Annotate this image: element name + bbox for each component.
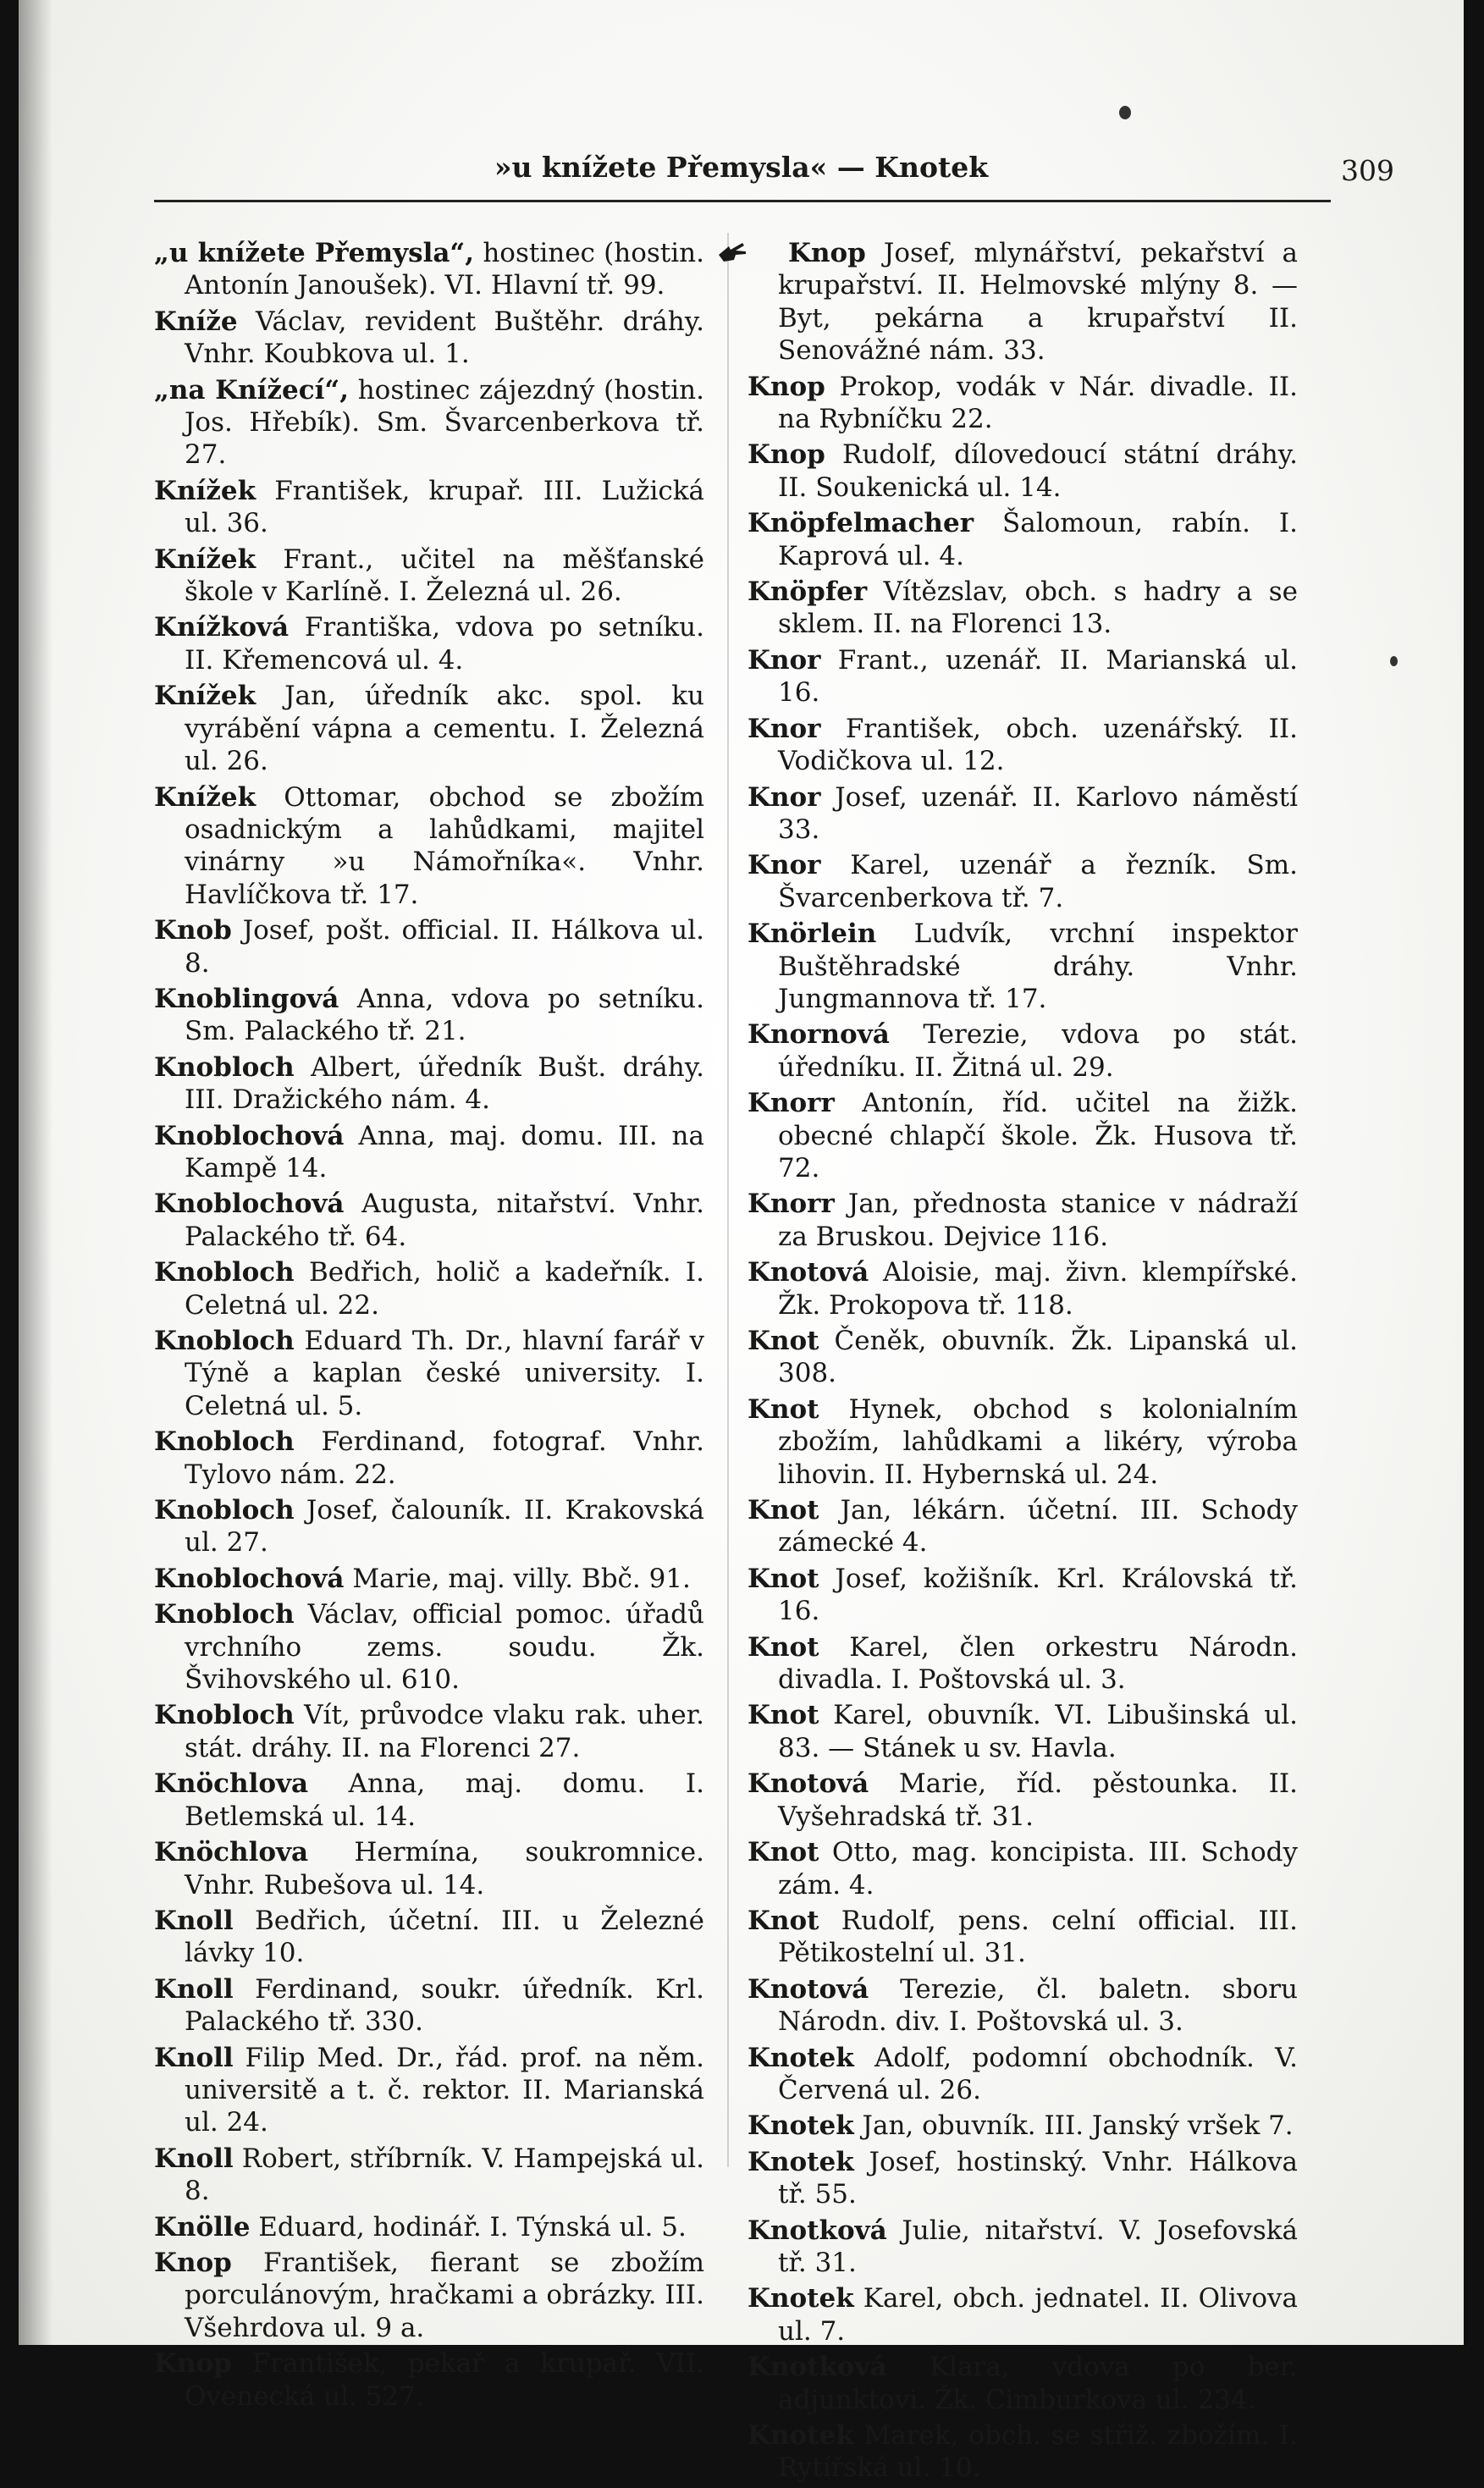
entry-details: Vítězslav, obch. s hadry a se sklem. II. na Florenci 13. xyxy=(778,576,1298,640)
entry-details: Hynek, obchod s kolonialním zbožím, lahůdkami a likéry, výroba lihovin. II. Hybernská ul. 24. xyxy=(778,1393,1298,1490)
entry-details: Terezie, vdova po stát. úředníku. II. Žitná ul. 29. xyxy=(778,1019,1298,1083)
entry-name: Kníže xyxy=(154,306,238,337)
directory-entry xyxy=(748,2042,1298,2107)
entry-name: Knop xyxy=(788,238,866,268)
entry-details: hostinec zájezdný (hostin. Jos. Hřebík). Sm. Švarcenberkova tř. 27. xyxy=(185,374,704,471)
directory-entry xyxy=(748,2282,1298,2347)
entry-name: Knöpfer xyxy=(748,576,868,608)
entry-name: Knot xyxy=(748,1837,819,1868)
header-rule xyxy=(154,200,1331,202)
entry-details: Anna, maj. domu. III. na Kampě 14. xyxy=(185,1120,704,1183)
entry-name: Knížek xyxy=(154,475,257,506)
entry-name: „na Knížecí“, xyxy=(154,374,349,405)
directory-entry xyxy=(748,1494,1298,1559)
directory-entry xyxy=(154,374,704,472)
entry-name: Knot xyxy=(748,1326,819,1356)
entry-details: František, pekař a krupař. VII. Ovenecká ul. 527. xyxy=(185,2348,704,2412)
entry-details: Augusta, nitařství. Vnhr. Palackého tř. 64. xyxy=(185,1189,704,1252)
entry-name: Knop xyxy=(748,371,825,402)
directory-entry xyxy=(748,2351,1298,2416)
entry-details: Marie, maj. villy. Bbč. 91. xyxy=(344,1563,691,1594)
entry-name: Knor xyxy=(748,713,821,744)
directory-entry xyxy=(748,713,1298,778)
entry-details: Klara, vdova po ber. adjunktovi. Žk. Cimburkova ul. 234. xyxy=(778,2352,1298,2415)
entry-name: Knölle xyxy=(154,2211,251,2243)
directory-entry xyxy=(748,918,1298,1015)
directory-entry xyxy=(748,2215,1298,2280)
directory-entry xyxy=(154,2143,704,2208)
entry-details: Karel, obuvník. VI. Libušinská ul. 83. — Stánek u sv. Havla. xyxy=(778,1700,1298,1763)
entry-details: Josef, hostinský. Vnhr. Hálkova tř. 55. xyxy=(778,2146,1298,2210)
entry-details: Josef, mlynářství, pekařství a krupařství. II. Helmovské mlýny 8. — Byt, pekárna a krupařství II. Senovážné nám. 33. xyxy=(778,238,1298,367)
entry-name: Knobloch xyxy=(154,1257,295,1288)
directory-entry xyxy=(748,237,1298,367)
directory-entry xyxy=(748,1563,1298,1628)
entry-name: Knor xyxy=(748,644,821,676)
entry-name: Knor xyxy=(748,781,821,813)
entry-name: Knoll xyxy=(154,1905,234,1936)
directory-page xyxy=(19,0,1464,2484)
entry-name: Knop xyxy=(154,2247,232,2278)
entry-name: Knotek xyxy=(748,2420,854,2451)
entry-details: Karel, člen orkestru Národn. divadla. I. Poštovská ul. 3. xyxy=(778,1631,1298,1696)
entry-details: Eduard, hodinář. I. Týnská ul. 5. xyxy=(250,2211,687,2243)
directory-entry xyxy=(748,507,1298,572)
entry-details: hostinec (hostin. Antonín Janoušek). VI. Hlavní tř. 99. xyxy=(185,238,704,301)
directory-entry xyxy=(748,781,1298,847)
directory-entry xyxy=(748,1018,1298,1084)
directory-entry xyxy=(154,475,704,540)
entry-details: Josef, kožišník. Krl. Královská tř. 16. xyxy=(778,1563,1298,1627)
directory-entry xyxy=(154,1768,704,1833)
directory-entry xyxy=(154,1188,704,1253)
entry-name: Knop xyxy=(748,439,825,471)
entry-details: Otto, mag. koncipista. III. Schody zám. 4. xyxy=(778,1837,1298,1900)
entry-name: Knobloch xyxy=(154,1700,295,1731)
entry-details: Aloisie, maj. živn. klempířské. Žk. Prokopova tř. 118. xyxy=(778,1257,1298,1321)
entry-name: Knoblochová xyxy=(154,1189,345,1220)
entry-name: Knotek xyxy=(748,2146,854,2177)
directory-entry xyxy=(748,2146,1298,2211)
entry-name: Knobloch xyxy=(154,1051,295,1083)
ink-spot xyxy=(1390,656,1398,666)
entry-name: Knotová xyxy=(748,1973,869,2005)
entry-name: „u knížete Přemysla“, xyxy=(154,238,475,268)
entry-name: Knorr xyxy=(748,1189,835,1220)
directory-entry xyxy=(748,2110,1298,2142)
entry-details: Anna, maj. domu. I. Betlemská ul. 14. xyxy=(185,1768,704,1832)
entry-name: Knoll xyxy=(154,2042,234,2073)
directory-entry xyxy=(748,371,1298,436)
entry-name: Knížková xyxy=(154,612,290,643)
entry-name: Knot xyxy=(748,1700,819,1731)
entry-name: Knoll xyxy=(154,2143,234,2174)
directory-entry xyxy=(154,914,704,979)
entry-details: Ferdinand, fotograf. Vnhr. Tylovo nám. 22. xyxy=(185,1426,704,1490)
entry-details: Jan, obuvník. III. Janský vršek 7. xyxy=(853,2110,1294,2142)
entry-name: Knobloch xyxy=(154,1599,295,1630)
entry-details: Šalomoun, rabín. I. Kaprová ul. 4. xyxy=(778,508,1298,571)
directory-entry xyxy=(748,849,1298,914)
entry-name: Knížek xyxy=(154,681,257,712)
directory-entry xyxy=(154,1699,704,1764)
directory-entry xyxy=(748,1699,1298,1764)
entry-details: Frant., uzenář. II. Marianská ul. 16. xyxy=(778,644,1298,709)
entry-details: Jan, lékárn. účetní. III. Schody zámecké 4. xyxy=(778,1495,1298,1558)
directory-entry xyxy=(154,1494,704,1559)
entry-details: Karel, uzenář a řezník. Sm. Švarcenberkova tř. 7. xyxy=(778,850,1298,913)
entry-details: Bedřich, účetní. III. u Železné lávky 10. xyxy=(185,1905,704,1969)
directory-entry xyxy=(154,781,704,912)
directory-entry xyxy=(748,576,1298,641)
directory-entry xyxy=(748,1188,1298,1253)
directory-entry xyxy=(154,543,704,609)
entry-details: Josef, uzenář. II. Karlovo náměstí 33. xyxy=(778,781,1298,845)
directory-entry xyxy=(154,2042,704,2139)
entry-details: František, fierant se zbožím porculánovým, hračkami a obrázky. III. Všehrdova ul. 9 a. xyxy=(185,2247,704,2343)
entry-name: Knobloch xyxy=(154,1326,295,1356)
entry-details: Čeněk, obuvník. Žk. Lipanská ul. 308. xyxy=(778,1326,1298,1389)
entry-name: Knobloch xyxy=(154,1495,295,1526)
entry-details: Rudolf, dílovedoucí státní dráhy. II. Soukenická ul. 14. xyxy=(778,439,1298,503)
entry-name: Knöchlova xyxy=(154,1768,309,1800)
directory-entry xyxy=(154,1256,704,1321)
entry-details: Ferdinand, soukr. úředník. Krl. Palackého tř. 330. xyxy=(185,1973,704,2038)
directory-entry xyxy=(154,1973,704,2038)
entry-name: Knor xyxy=(748,850,821,881)
pointing-hand-icon xyxy=(748,240,781,265)
entry-details: Jan, úředník akc. spol. ku vyrábění vápna a cementu. I. Železná ul. 26. xyxy=(185,681,704,777)
directory-entry xyxy=(154,1563,704,1595)
entry-details: František, krupař. III. Lužická ul. 36. xyxy=(185,475,704,539)
entry-details: Karel, obch. jednatel. II. Olivova ul. 7. xyxy=(778,2283,1298,2347)
entry-details: Ottomar, obchod se zbožím osadnickým a lahůdkami, majitel vinárny »u Námořníka«. Vnhr. Havlíčkova tř. 17. xyxy=(185,781,704,910)
entry-name: Knížek xyxy=(154,781,257,813)
directory-entry xyxy=(154,1905,704,1970)
directory-entry xyxy=(154,237,704,302)
entry-name: Knotek xyxy=(748,2283,854,2314)
entry-details: Adolf, podomní obchodník. V. Červená ul. 26. xyxy=(778,2042,1298,2105)
entry-details: Josef, pošt. official. II. Hálkova ul. 8. xyxy=(185,915,704,979)
column-separator xyxy=(727,233,729,2167)
entry-details: Julie, nitařství. V. Josefovská tř. 31. xyxy=(778,2215,1298,2278)
directory-entry xyxy=(154,306,704,371)
page-number: 309 xyxy=(1341,154,1394,187)
entry-details: Rudolf, pens. celní official. III. Pětikostelní ul. 31. xyxy=(778,1905,1298,1969)
entry-name: Knornová xyxy=(748,1019,890,1051)
entry-name: Knoblochová xyxy=(154,1563,345,1594)
entry-details: Václav, revident Buštěhr. dráhy. Vnhr. Koubkova ul. 1. xyxy=(185,306,704,370)
entry-details: Albert, úředník Bušt. dráhy. III. Dražického nám. 4. xyxy=(185,1051,704,1116)
entry-details: Bedřich, holič a kadeřník. I. Celetná ul. 22. xyxy=(185,1257,704,1321)
entry-details: Marek, obch. se střiž. zbožím. I. Rytířská ul. 10. xyxy=(778,2420,1298,2484)
directory-entry xyxy=(154,2247,704,2344)
directory-entry xyxy=(748,2419,1298,2485)
entry-name: Knoblingová xyxy=(154,983,339,1014)
directory-entry xyxy=(748,644,1298,709)
entry-details: Jan, přednosta stanice v nádraží za Bruskou. Dejvice 116. xyxy=(778,1189,1298,1252)
directory-entry xyxy=(154,2347,704,2413)
directory-entry xyxy=(154,983,704,1048)
entry-name: Knot xyxy=(748,1631,819,1663)
entry-details: Ludvík, vrchní inspektor Buštěhradské dráhy. Vnhr. Jungmannova tř. 17. xyxy=(778,919,1298,1014)
entry-details: František, obch. uzenářský. II. Vodičkova ul. 12. xyxy=(778,713,1298,777)
entry-name: Knotek xyxy=(748,2042,854,2073)
entry-details: Eduard Th. Dr., hlavní farář v Týně a kaplan české university. I. Celetná ul. 5. xyxy=(185,1326,704,1421)
entry-name: Knížek xyxy=(154,543,257,575)
entry-details: Antonín, říd. učitel na žižk. obecné chlapčí škole. Žk. Husova tř. 72. xyxy=(778,1088,1298,1183)
entry-details: Vít, průvodce vlaku rak. uher. stát. dráhy. II. na Florenci 27. xyxy=(185,1700,704,1763)
directory-entry xyxy=(748,1905,1298,1970)
directory-entry xyxy=(154,1051,704,1117)
directory-entry xyxy=(748,1768,1298,1833)
running-head: »u knížete Přemysla« — Knotek xyxy=(494,151,989,184)
entry-details: Františka, vdova po setníku. II. Křemencová ul. 4. xyxy=(185,612,704,676)
directory-entry xyxy=(154,611,704,676)
page-edge-shadow xyxy=(19,0,52,2345)
entry-name: Knotková xyxy=(748,2352,887,2383)
entry-name: Knotek xyxy=(748,2110,854,2142)
entry-details: Josef, čalouník. II. Krakovská ul. 27. xyxy=(185,1495,704,1558)
entry-name: Knörlein xyxy=(748,919,877,950)
entry-details: Terezie, čl. baletn. sboru Národn. div. I. Poštovská ul. 3. xyxy=(778,1973,1298,2038)
entry-name: Knöchlova xyxy=(154,1837,309,1868)
entry-details: Filip Med. Dr., řád. prof. na něm. universitě a t. č. rektor. II. Marianská ul. 24. xyxy=(185,2042,704,2138)
directory-entry xyxy=(154,2211,704,2243)
directory-entry xyxy=(154,1325,704,1422)
directory-entry xyxy=(748,439,1298,504)
ink-spot xyxy=(1119,106,1131,119)
entry-name: Knob xyxy=(154,915,232,946)
entry-details: Hermína, soukromnice. Vnhr. Rubešova ul. 14. xyxy=(185,1837,704,1900)
directory-entry xyxy=(154,1598,704,1696)
entry-details: Marie, říd. pěstounka. II. Vyšehradská tř. 31. xyxy=(778,1768,1298,1832)
entry-name: Knot xyxy=(748,1563,819,1594)
directory-entry xyxy=(748,1393,1298,1491)
entry-details: Robert, stříbrník. V. Hampejská ul. 8. xyxy=(185,2143,704,2207)
directory-entry xyxy=(748,1631,1298,1696)
directory-entry xyxy=(748,1325,1298,1390)
entry-name: Knorr xyxy=(748,1088,835,1119)
entry-name: Knot xyxy=(748,1905,819,1936)
entry-details: Václav, official pomoc. úřadů vrchního zems. soudu. Žk. Švihovského ul. 610. xyxy=(185,1599,704,1696)
directory-entry xyxy=(154,680,704,777)
entry-name: Knöpfelmacher xyxy=(748,508,974,539)
directory-entry xyxy=(154,1426,704,1491)
right-column xyxy=(748,237,1298,2488)
directory-entry xyxy=(154,1120,704,1185)
left-column xyxy=(154,237,704,2416)
directory-entry xyxy=(748,1973,1298,2038)
directory-entry xyxy=(748,1087,1298,1184)
entry-name: Knobloch xyxy=(154,1426,295,1458)
directory-entry xyxy=(748,1836,1298,1901)
entry-name: Knotová xyxy=(748,1768,869,1800)
entry-name: Knot xyxy=(748,1495,819,1526)
entry-name: Knot xyxy=(748,1393,819,1425)
directory-entry xyxy=(748,1256,1298,1321)
entry-name: Knop xyxy=(154,2348,232,2380)
entry-name: Knotková xyxy=(748,2215,887,2246)
entry-name: Knoll xyxy=(154,1973,234,2005)
entry-name: Knoblochová xyxy=(154,1120,345,1151)
directory-entry xyxy=(154,1836,704,1901)
entry-details: Frant., učitel na měšťanské škole v Karlíně. I. Železná ul. 26. xyxy=(185,543,704,608)
entry-details: Prokop, vodák v Nár. divadle. II. na Rybníčku 22. xyxy=(778,371,1298,435)
entry-details: Anna, vdova po setníku. Sm. Palackého tř. 21. xyxy=(185,983,704,1047)
entry-name: Knotová xyxy=(748,1257,869,1288)
